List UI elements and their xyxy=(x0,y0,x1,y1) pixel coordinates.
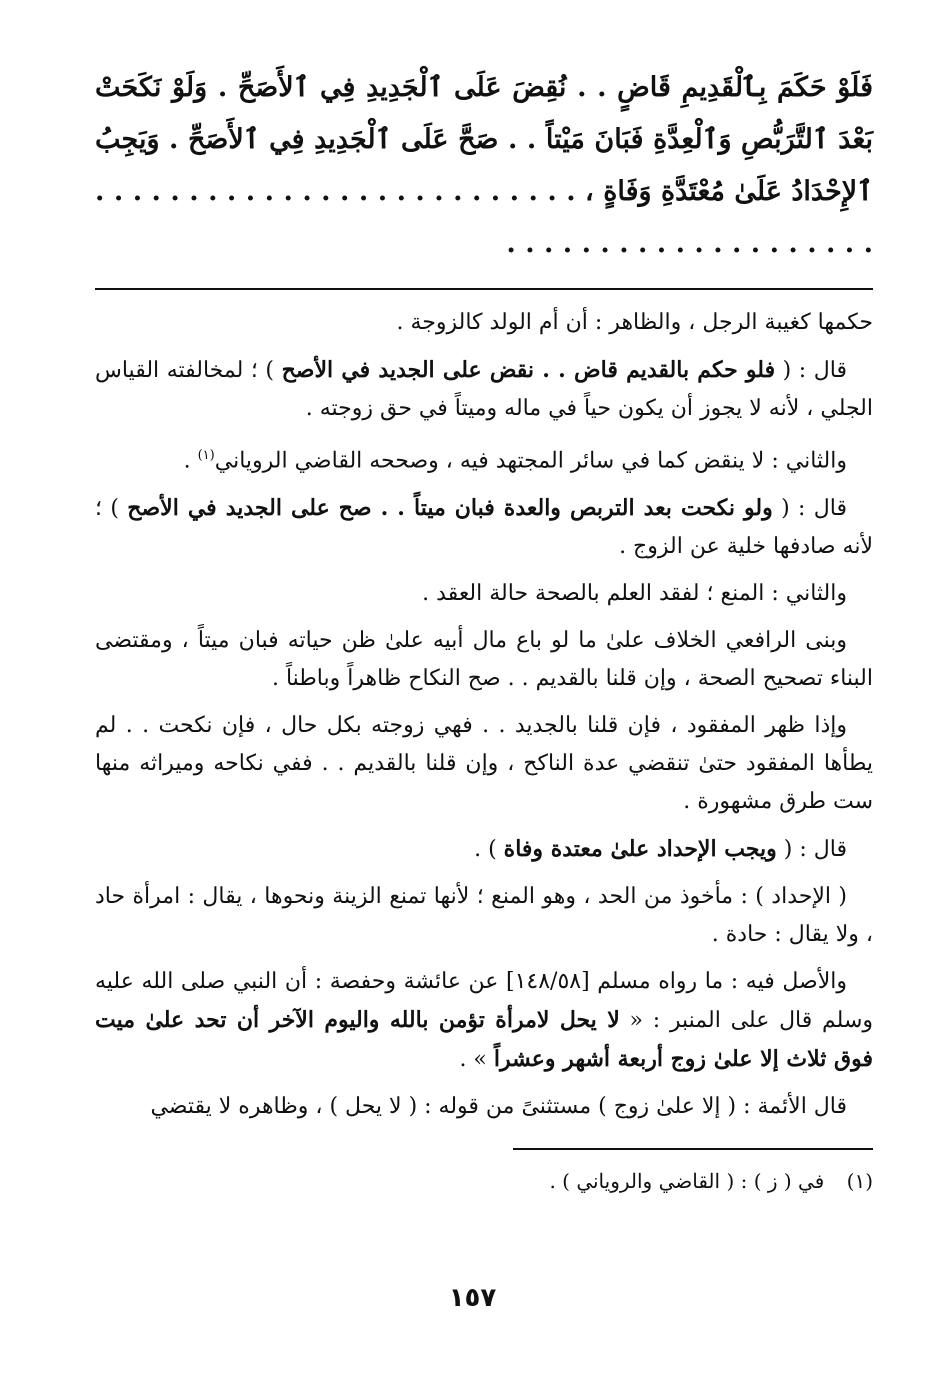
paragraph-2: قال : ( فلو حكم بالقديم قاض . . نقض على الجديد في الأصح ) ؛ لمخالفته القياس الجلي ، لأنه لا يجوز أن يكون حياً في ماله وميتاً في حق زوجته . xyxy=(95,357,873,421)
commentary-body xyxy=(95,304,873,1126)
footnote-text: في ( ز ) : ( القاضي والروياني ) . xyxy=(549,1169,825,1194)
paragraph-1: حكمها كغيبة الرجل ، والظاهر : أن أم الولد كالزوجة . xyxy=(396,310,873,335)
paragraph-4: قال : ( ولو نكحت بعد التربص والعدة فبان ميتاً . . صح على الجديد في الأصح ) ؛ لأنه صادفها خلية عن الزوج . xyxy=(95,495,873,560)
matn-divider xyxy=(95,288,873,290)
hadith-quote: لا يحل لامرأة تؤمن بالله واليوم الآخر أن تحد علىٰ ميت فوق ثلاث إلا علىٰ زوج أربعة أشهر وعشراً xyxy=(95,1007,873,1073)
paragraph-3: والثاني : لا ينقض كما في سائر المجتهد فيه ، وصححه القاضي الروياني$^{(١)}$ . xyxy=(183,448,847,474)
quoted-matn: ويجب الإحداد علىٰ معتدة وفاة xyxy=(503,836,777,863)
paragraph-7: وإذا ظهر المفقود ، فإن قلنا بالجديد . . فهي زوجته بكل حال ، فإن نكحت . . لم يطأها المفقود حتىٰ تنقضي عدة الناكح ، وإن قلنا بالقديم . . ففي نكاحه وميراثه منها ست طرق مشهورة . xyxy=(95,713,873,815)
paragraph-9: ( الإحداد ) : مأخوذ من الحد ، وهو المنع ؛ لأنها تمنع الزينة ونحوها ، يقال : امرأة حاد ، ولا يقال : حادة . xyxy=(95,884,873,948)
matn-dots: . . . . . . . . . . . . . . . . . . . . . . . . . . . . . . . . . . . . . . . . . . . . . . xyxy=(95,176,873,259)
paragraph-5: والثاني : المنع ؛ لفقد العلم بالصحة حالة العقد . xyxy=(422,581,847,607)
paragraph-6: وبنى الرافعي الخلاف علىٰ ما لو باع مال أبيه علىٰ ظن حياته فبان ميتاً ، ومقتضى البناء تصحيح الصحة ، وإن قلنا بالقديم . . صح النكاح ظاهراً وباطناً . xyxy=(95,628,873,692)
paragraph-11: قال الأئمة : ( إلا علىٰ زوج ) مستثنىً من قوله : ( لا يحل ) ، وظاهره لا يقتضي xyxy=(150,1094,847,1120)
quoted-matn: ولو نكحت بعد التربص والعدة فبان ميتاً . . صح على الجديد في الأصح xyxy=(127,495,773,522)
quoted-matn: فلو حكم بالقديم قاض . . نقض على الجديد في الأصح xyxy=(281,357,776,383)
footnote-number: (١) xyxy=(846,1169,873,1194)
footnote-divider xyxy=(513,1148,873,1150)
matn-text xyxy=(95,62,873,270)
footnote-ref: (١) xyxy=(197,448,215,463)
page-number: ١٥٧ xyxy=(448,1283,497,1313)
paragraph-10: والأصل فيه : ما رواه مسلم [١٤٨/٥٨] عن عائشة وحفصة : أن النبي صلى الله عليه وسلم قال على المنبر : « لا يحل لامرأة تؤمن بالله واليوم الآخر أن تحد علىٰ ميت فوق ثلاث إلا علىٰ زوج أربعة أشهر وعشراً » . xyxy=(95,969,873,1073)
page-content xyxy=(95,62,873,1198)
matn-body: فَلَوْ حَكَمَ بِٱلْقَدِيمِ قَاضٍ . . نُقِضَ عَلَى ٱلْجَدِيدِ فِي ٱلأَصَحِّ . وَلَوْ نَكَحَتْ بَعْدَ ٱلتَّرَبُّصِ وَٱلْعِدَّةِ فَبَانَ مَيْتاً . . صَحَّ عَلَى ٱلْجَدِيدِ فِي ٱلأَصَحِّ . وَيَجِبُ ٱلإِحْدَادُ عَلَىٰ مُعْتَدَّةِ وَفَاةٍ ، xyxy=(95,72,873,207)
paragraph-8: قال : ( ويجب الإحداد علىٰ معتدة وفاة ) . xyxy=(474,836,847,863)
footnote xyxy=(95,1164,873,1198)
